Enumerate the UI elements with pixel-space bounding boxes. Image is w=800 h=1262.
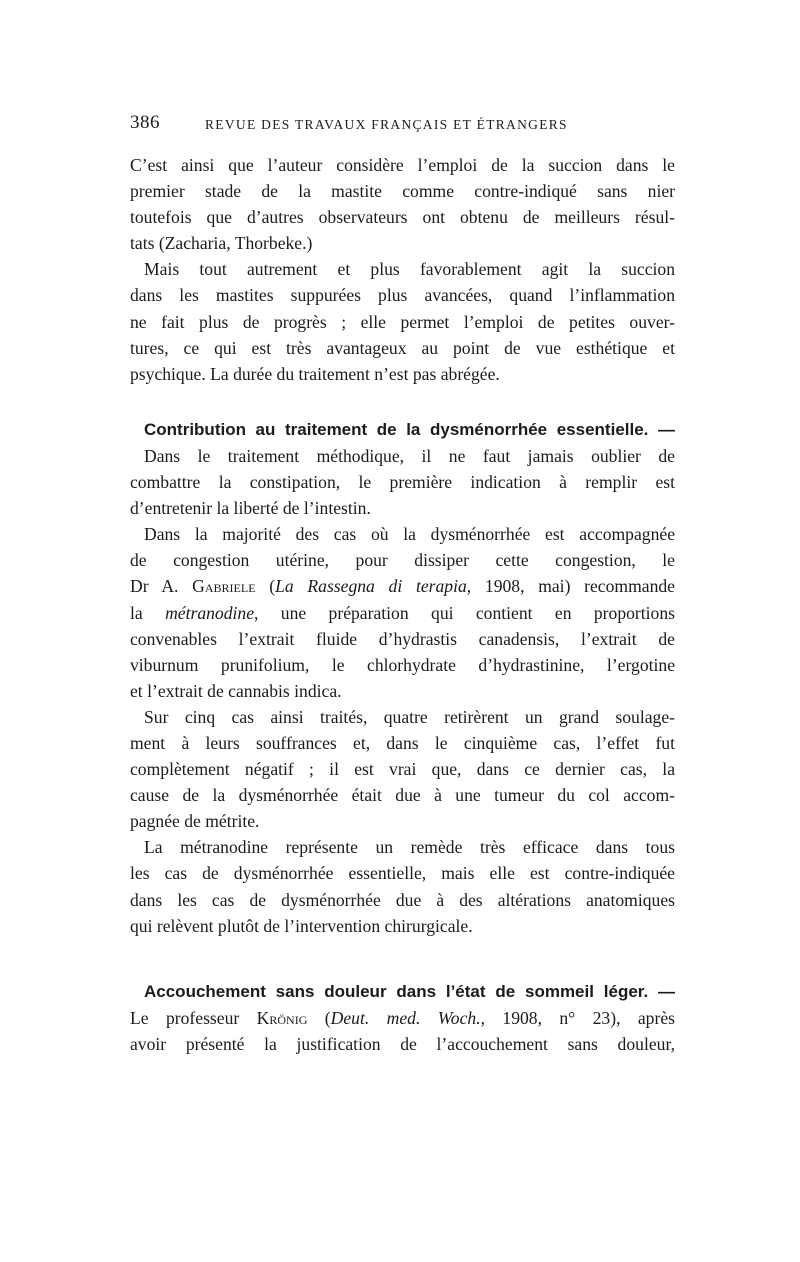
intro-paragraph-1 xyxy=(130,152,675,256)
citation-details: , 1908, mai) recommande xyxy=(466,576,675,597)
text-line: dans les cas de dysménorrhée due à des altérations anatomiques xyxy=(130,889,675,910)
journal-title: La Rassegna di terapia xyxy=(275,576,467,597)
text-line: premier stade de la mastite comme contre-indiqué sans nier xyxy=(130,181,675,202)
author-name: Gabriele xyxy=(192,576,256,597)
author-name: Krönig xyxy=(256,1007,308,1028)
text-run: Le professeur xyxy=(130,1007,240,1028)
running-head: REVUE DES TRAVAUX FRANÇAIS ET ÉTRANGERS xyxy=(205,117,568,132)
text-line: de congestion utérine, pour dissiper cette congestion, le xyxy=(130,550,675,571)
text-line: qui relèvent plutôt de l’intervention chirurgicale. xyxy=(130,915,473,936)
drug-name: métranodine xyxy=(165,602,255,623)
text-line: toutefois que d’autres observateurs ont obtenu de meilleurs résul- xyxy=(130,207,675,228)
open-paren: ( xyxy=(269,576,276,597)
intro-paragraph-2 xyxy=(130,256,675,386)
text-line: tats (Zacharia, Thorbeke.) xyxy=(130,233,313,254)
text-line: d’entretenir la liberté de l’intestin. xyxy=(130,498,371,519)
text-line: Mais tout autrement et plus favorablement agit la succion xyxy=(144,259,675,280)
text-line: combattre la constipation, le première indication à remplir est xyxy=(130,472,675,493)
section-heading: Accouchement sans douleur dans l’état de sommeil léger. — xyxy=(144,981,675,1001)
text-line: tures, ce qui est très avantageux au point de vue esthétique et xyxy=(130,337,675,358)
text-line: cause de la dysménorrhée était due à une tumeur du col accom- xyxy=(130,785,675,806)
text-line: C’est ainsi que l’auteur considère l’emploi de la succion dans le xyxy=(130,155,675,175)
section-heading: Contribution au traitement de la dysménorrhée essentielle. — xyxy=(144,419,675,439)
open-paren: ( xyxy=(324,1007,331,1028)
page-header xyxy=(130,112,675,142)
text-line: Dans la majorité des cas où la dysménorrhée est accompagnée xyxy=(144,524,675,545)
text-line: viburnum prunifolium, le chlorhydrate d’hydrastinine, l’ergotine xyxy=(130,654,675,675)
text-run: , une préparation qui contient en proportions xyxy=(254,602,675,623)
text-line: complètement négatif ; il est vrai que, dans ce dernier cas, la xyxy=(130,759,675,780)
text-line: et l’extrait de cannabis indica. xyxy=(130,680,342,701)
page-number: 386 xyxy=(130,112,160,133)
text-line: Sur cinq cas ainsi traités, quatre retirèrent un grand soulage- xyxy=(144,706,675,727)
text-line: pagnée de métrite. xyxy=(130,811,260,832)
text-line xyxy=(130,600,675,626)
doctor-title: Dr xyxy=(130,576,149,597)
journal-title: Deut. med. Woch. xyxy=(330,1007,481,1028)
text-line: dans les mastites suppurées plus avancées, quand l’inflammation xyxy=(130,285,675,306)
citation-details: , 1908, n° 23), après xyxy=(480,1007,675,1028)
text-line xyxy=(130,573,675,599)
text-line: psychique. La durée du traitement n’est pas abrégée. xyxy=(130,363,500,384)
section-accouchement xyxy=(130,979,675,1057)
article-word: la xyxy=(130,602,143,623)
text-line: ne fait plus de progrès ; elle permet l’emploi de petites ouver- xyxy=(130,311,675,332)
section-dysmenorrhee xyxy=(130,417,675,939)
text-line: La métranodine représente un remède très efficace dans tous xyxy=(144,837,675,858)
author-initial: A. xyxy=(161,576,179,597)
text-line: ment à leurs souffrances et, dans le cinquième cas, l’effet fut xyxy=(130,732,675,753)
page-body xyxy=(130,152,675,1057)
text-line xyxy=(130,1005,675,1031)
text-line: Dans le traitement méthodique, il ne faut jamais oublier de xyxy=(144,445,675,466)
text-line: avoir présenté la justification de l’accouchement sans douleur, xyxy=(130,1033,675,1054)
text-line: convenables l’extrait fluide d’hydrastis canadensis, l’extrait de xyxy=(130,628,675,649)
text-line: les cas de dysménorrhée essentielle, mais elle est contre-indiquée xyxy=(130,863,675,884)
